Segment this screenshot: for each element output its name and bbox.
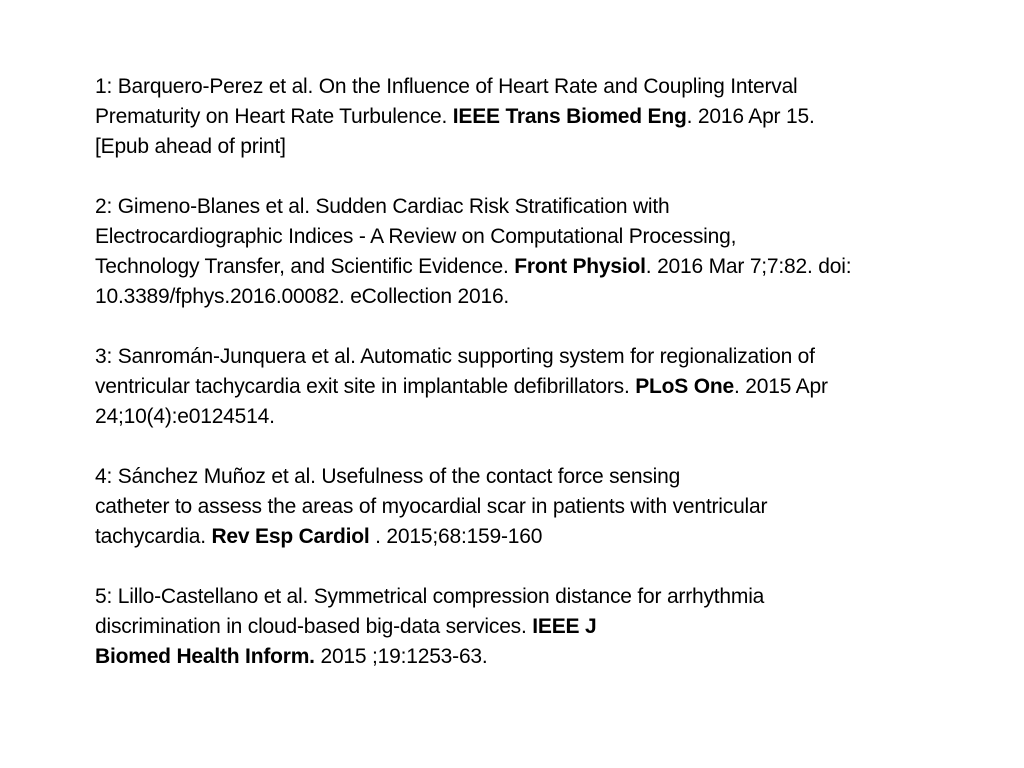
journal-name: IEEE Trans Biomed Eng: [452, 105, 687, 128]
reference-text: ventricular tachycardia exit site in implantable defibrillators.: [95, 375, 636, 398]
journal-name: Front Physiol: [514, 255, 646, 278]
reference-line: [95, 522, 995, 552]
journal-name: Biomed Health Inform.: [95, 645, 315, 668]
reference-text: catheter to assess the areas of myocardial scar in patients with ventricular: [95, 495, 768, 518]
reference-line: [95, 462, 995, 492]
reference-line: [95, 492, 995, 522]
reference-3: [95, 342, 995, 432]
reference-text: . 2015;68:159-160: [369, 525, 543, 548]
reference-text: tachycardia.: [95, 525, 212, 548]
reference-line: [95, 192, 995, 222]
reference-text: Technology Transfer, and Scientific Evidence.: [95, 255, 515, 278]
reference-text: 10.3389/fphys.2016.00082. eCollection 2016.: [95, 285, 510, 308]
reference-2: [95, 192, 995, 312]
reference-text: 4: Sánchez Muñoz et al. Usefulness of the contact force sensing: [95, 465, 681, 488]
reference-text: Electrocardiographic Indices - A Review on Computational Processing,: [95, 225, 737, 248]
reference-1: [95, 72, 995, 162]
reference-line: [95, 642, 995, 672]
reference-text: discrimination in cloud-based big-data services.: [95, 615, 533, 638]
reference-text: Prematurity on Heart Rate Turbulence.: [95, 105, 453, 128]
reference-line: [95, 72, 995, 102]
journal-name: Rev Esp Cardiol: [211, 525, 370, 548]
reference-text: . 2015 Apr: [734, 375, 828, 398]
reference-text: 5: Lillo-Castellano et al. Symmetrical compression distance for arrhythmia: [95, 585, 765, 608]
reference-text: . 2016 Apr 15.: [686, 105, 815, 128]
reference-line: [95, 372, 995, 402]
reference-line: [95, 402, 995, 432]
reference-line: [95, 282, 995, 312]
reference-text: 1: Barquero-Perez et al. On the Influence of Heart Rate and Coupling Interval: [95, 75, 798, 98]
reference-line: [95, 222, 995, 252]
reference-line: [95, 102, 995, 132]
reference-text: 2: Gimeno-Blanes et al. Sudden Cardiac Risk Stratification with: [95, 195, 670, 218]
reference-text: 2015 ;19:1253-63.: [314, 645, 488, 668]
reference-text: . 2016 Mar 7;7:82. doi:: [645, 255, 852, 278]
reference-text: 3: Sanromán-Junquera et al. Automatic supporting system for regionalization of: [95, 345, 815, 368]
reference-text: 24;10(4):e0124514.: [95, 405, 275, 428]
reference-line: [95, 342, 995, 372]
journal-name: IEEE J: [532, 615, 597, 638]
journal-name: PLoS One: [635, 375, 734, 398]
reference-line: [95, 612, 995, 642]
reference-5: [95, 582, 995, 672]
reference-line: [95, 252, 995, 282]
reference-line: [95, 582, 995, 612]
reference-4: [95, 462, 995, 552]
reference-text: [Epub ahead of print]: [95, 135, 286, 158]
reference-list: [95, 72, 995, 672]
reference-line: [95, 132, 995, 162]
